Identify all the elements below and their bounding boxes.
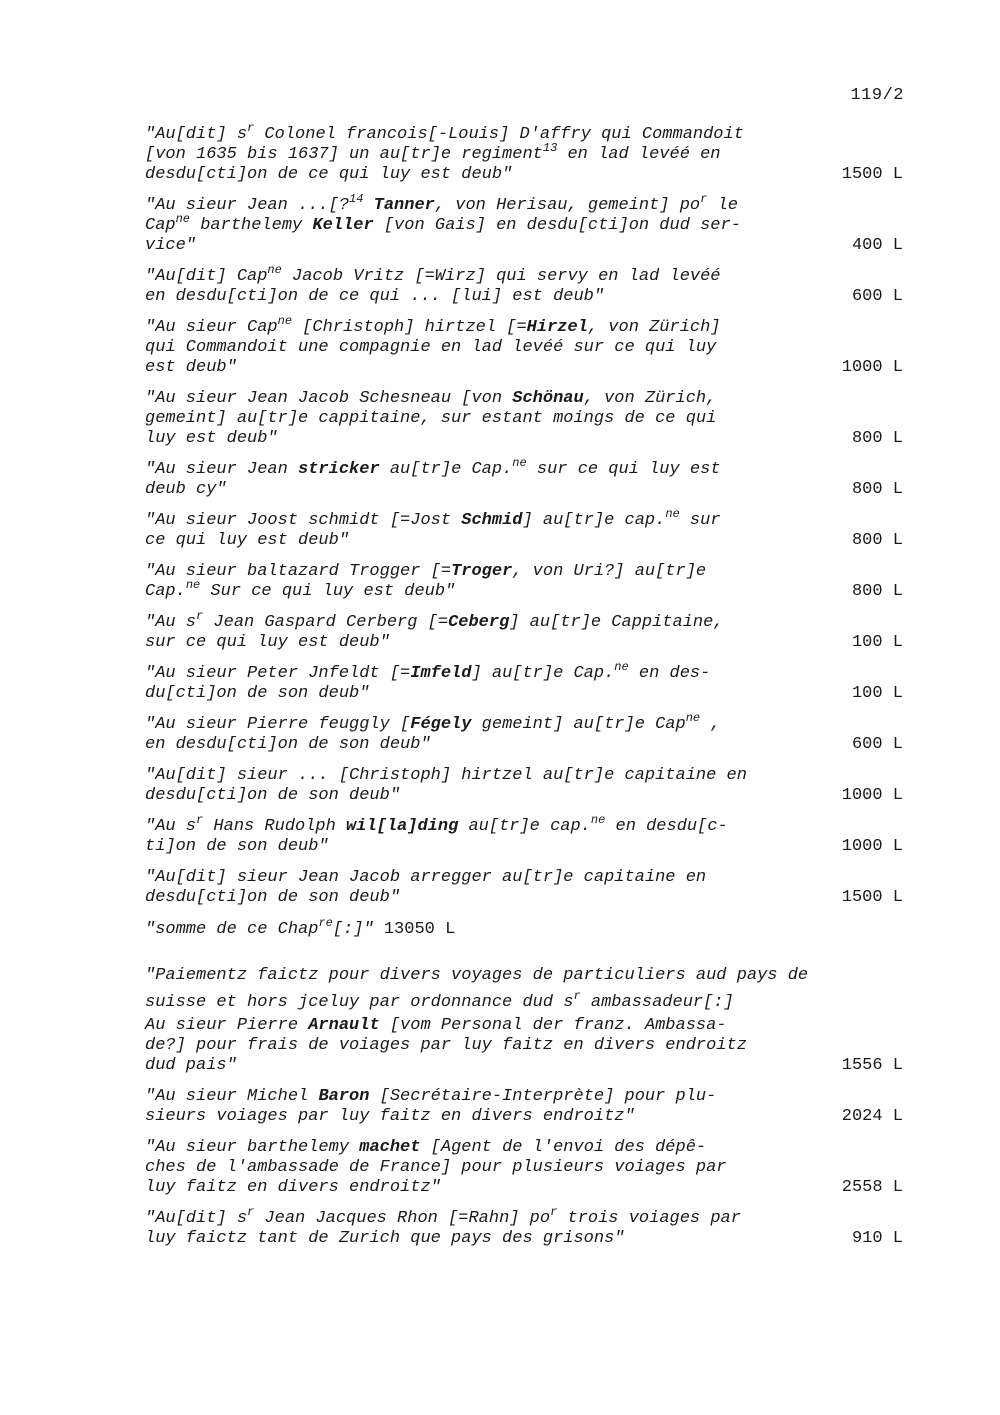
text-run: [Christoph] hirtzel [= (292, 318, 527, 337)
payment-entry (145, 1138, 903, 1198)
superscript: r (550, 1205, 558, 1219)
payment-amount: 800 L (851, 429, 903, 448)
superscript: ne (512, 456, 527, 470)
payment-entry (145, 766, 903, 806)
text-run: "Au sieur Cap (145, 318, 278, 337)
payment-entry (145, 711, 903, 755)
text-run: au[tr]e Cap. (379, 460, 513, 479)
superscript: r (247, 1205, 255, 1219)
payment-description (145, 456, 810, 500)
name-highlight: wil[la]ding (346, 817, 459, 836)
superscript: ne (267, 263, 282, 277)
text-run: le Cap (145, 196, 738, 235)
payment-amount: 600 L (851, 287, 903, 306)
payment-description (145, 1138, 810, 1198)
text-run: "Au sieur Jean Jacob Schesneau [von (145, 389, 513, 408)
text-run: trois voiages par luy faictz tant de Zurich que pays des grisons" (145, 1209, 741, 1248)
payment-entry (145, 1205, 903, 1249)
superscript: 14 (349, 192, 364, 206)
payment-description (145, 562, 810, 602)
chapter-sum (145, 916, 903, 940)
payment-entry (145, 314, 903, 378)
text-run: Jean Gaspard Cerberg [= (203, 613, 449, 632)
text-run: Colonel francois[-Louis] D'affry qui Commandoit [von 1635 bis 1637] un au[tr]e regiment (145, 125, 744, 164)
payment-entry (145, 121, 903, 185)
text-run: [:]" (332, 920, 384, 939)
payment-description (145, 1205, 810, 1249)
text-run: "Paiementz faictz pour divers voyages de particuliers aud pays de suisse et hors jceluy par ordonnance dud s (145, 966, 809, 1012)
text-run: "Au sieur Peter Jnfeldt [= (145, 664, 411, 683)
payment-entry (145, 1087, 903, 1127)
name-highlight: Imfeld (410, 664, 472, 683)
payment-amount: 1000 L (841, 358, 903, 377)
payment-entry (145, 609, 903, 653)
text-run: barthelemy (190, 216, 313, 235)
superscript: re (318, 916, 333, 930)
payment-description (145, 609, 810, 653)
payment-description (145, 314, 810, 378)
text-run: ambassadeur[:] (580, 993, 734, 1012)
payment-amount: 910 L (851, 1229, 903, 1248)
payment-description (145, 660, 810, 704)
document-body (145, 121, 903, 1260)
text-run: "somme de ce Chap (145, 920, 319, 939)
superscript: r (700, 192, 708, 206)
payment-amount: 800 L (851, 480, 903, 499)
payment-description (145, 1016, 810, 1076)
payment-entry (145, 660, 903, 704)
superscript: ne (665, 507, 680, 521)
text-run: "Au[dit] sieur ... [Christoph] hirtzel au[tr]e capitaine en desdu[cti]on de son deub" (145, 766, 747, 805)
superscript: 13 (542, 141, 558, 155)
superscript: ne (277, 314, 293, 328)
payment-entry (145, 263, 903, 307)
text-run: en des- du[cti]on de son deub" (145, 664, 711, 703)
payment-description (145, 868, 810, 908)
payment-amount: 1000 L (841, 786, 903, 805)
payment-amount: 2024 L (841, 1107, 903, 1126)
text-run: [von Gais] en desdu[cti]on dud ser- vice" (145, 216, 741, 255)
text-run: Hans Rudolph (203, 817, 347, 836)
name-highlight: Fégely (410, 715, 472, 734)
text-run: "Au sieur Pierre feuggly [ (145, 715, 411, 734)
text-run: "Au sieur Joost schmidt [=Jost (145, 511, 462, 530)
payment-description (145, 507, 810, 551)
text-run: Jean Jacques Rhon [=Rahn] po (254, 1209, 551, 1228)
payment-description (145, 389, 810, 449)
name-highlight: machet (359, 1138, 421, 1157)
superscript: r (247, 121, 255, 135)
payment-entry (145, 868, 903, 908)
payment-list-captains (145, 121, 903, 908)
name-highlight: Keller (312, 216, 374, 235)
chapter-sum-label (145, 916, 384, 939)
name-highlight: Tanner (373, 196, 435, 215)
text-run: , von Zürich, gemeint] au[tr]e cappitaine, sur estant moings de ce qui luy est deub" (145, 389, 717, 448)
text-run: "Au[dit] s (145, 1209, 248, 1228)
chapter-sum-value: 13050 L (383, 920, 456, 939)
text-run: , en desdu[cti]on de son deub" (145, 715, 721, 754)
page-number: 119/2 (850, 86, 904, 105)
superscript: r (196, 813, 204, 827)
payment-description (145, 1087, 810, 1127)
name-highlight: Schönau (512, 389, 584, 408)
payment-amount: 800 L (851, 531, 903, 550)
superscript: r (196, 609, 204, 623)
text-run: ] au[tr]e cap. (522, 511, 666, 530)
text-run: "Au[dit] sieur Jean Jacob arregger au[tr]e capitaine en desdu[cti]on de son deub" (145, 868, 707, 907)
text-run: "Au[dit] s (145, 125, 248, 144)
payment-entry (145, 1016, 903, 1076)
name-highlight: Troger (451, 562, 513, 581)
name-highlight: Arnault (308, 1016, 380, 1035)
text-run: [Agent de l'envoi des dépê- ches de l'ambassade de France] pour plusieurs voiages par luy faitz en divers endroitz" (145, 1138, 727, 1197)
name-highlight: Ceberg (448, 613, 510, 632)
text-run: "Au[dit] Cap (145, 267, 268, 286)
text-run: "Au sieur Michel (145, 1087, 319, 1106)
text-run: en lad levéé en desdu[cti]on de ce qui luy est deub" (145, 145, 721, 184)
payment-entry (145, 456, 903, 500)
payment-amount: 100 L (851, 684, 903, 703)
text-run: ] au[tr]e Cappitaine, sur ce qui luy est deub" (145, 613, 724, 652)
text-run: "Au s (145, 817, 197, 836)
superscript: ne (614, 660, 629, 674)
text-run: gemeint] au[tr]e Cap (471, 715, 686, 734)
superscript: ne (590, 813, 606, 827)
text-run: , von Uri?] au[tr]e Cap. (145, 562, 707, 601)
payment-entry (145, 389, 903, 449)
superscript: ne (185, 578, 201, 592)
payment-entry (145, 507, 903, 551)
text-run: Au sieur Pierre (145, 1016, 309, 1035)
text-run: , von Zürich] qui Commandoit une compagnie en lad levéé sur ce qui luy est deub" (145, 318, 721, 377)
payment-description (145, 766, 810, 806)
payment-description (145, 121, 810, 185)
payment-amount: 1556 L (841, 1056, 903, 1075)
superscript: r (573, 989, 581, 1003)
payment-amount: 600 L (851, 735, 903, 754)
payment-description (145, 263, 810, 307)
payment-description (145, 711, 810, 755)
name-highlight: stricker (298, 460, 380, 479)
payment-amount: 1500 L (841, 888, 903, 907)
payment-list-voyages (145, 1016, 903, 1249)
superscript: ne (685, 711, 701, 725)
text-run: [Secrétaire-Interprète] pour plu- sieurs voiages par luy faitz en divers endroitz" (145, 1087, 717, 1126)
payment-amount: 400 L (851, 236, 903, 255)
text-run: "Au sieur Jean (145, 460, 299, 479)
payment-amount: 1500 L (841, 165, 903, 184)
text-run: , von Herisau, gemeint] po (434, 196, 701, 215)
payment-amount: 1000 L (841, 837, 903, 856)
payment-amount: 100 L (851, 633, 903, 652)
text-run: "Au sieur baltazard Trogger [= (145, 562, 452, 581)
text-run: "Au s (145, 613, 197, 632)
text-run: Sur ce qui luy est deub" (200, 582, 456, 601)
payment-entry (145, 813, 903, 857)
text-run: ] au[tr]e Cap. (471, 664, 615, 683)
text-run: [vom Personal der franz. Ambassa- de?] pour frais de voiages par luy faitz en divers endroitz dud pais" (145, 1016, 747, 1075)
section-heading (145, 962, 903, 1016)
name-highlight: Schmid (461, 511, 523, 530)
text-run: en desdu[c- ti]on de son deub" (145, 817, 728, 856)
text-run: "Au sieur Jean ...[? (145, 196, 350, 215)
text-run: Jacob Vritz [=Wirz] qui servy en lad levéé en desdu[cti]on de ce qui ... [lui] est deub" (145, 267, 721, 306)
name-highlight: Baron (318, 1087, 370, 1106)
name-highlight: Hirzel (526, 318, 588, 337)
payment-amount: 2558 L (841, 1178, 903, 1197)
payment-entry (145, 562, 903, 602)
superscript: ne (175, 212, 191, 226)
text-run: au[tr]e cap. (458, 817, 591, 836)
payment-description (145, 813, 810, 857)
text-run: sur ce qui luy est deub cy" (145, 460, 721, 499)
text-run: "Au sieur barthelemy (145, 1138, 360, 1157)
payment-amount: 800 L (851, 582, 903, 601)
payment-description (145, 192, 810, 256)
text-run: sur ce qui luy est deub" (145, 511, 721, 550)
payment-entry (145, 192, 903, 256)
text-run (363, 196, 373, 215)
